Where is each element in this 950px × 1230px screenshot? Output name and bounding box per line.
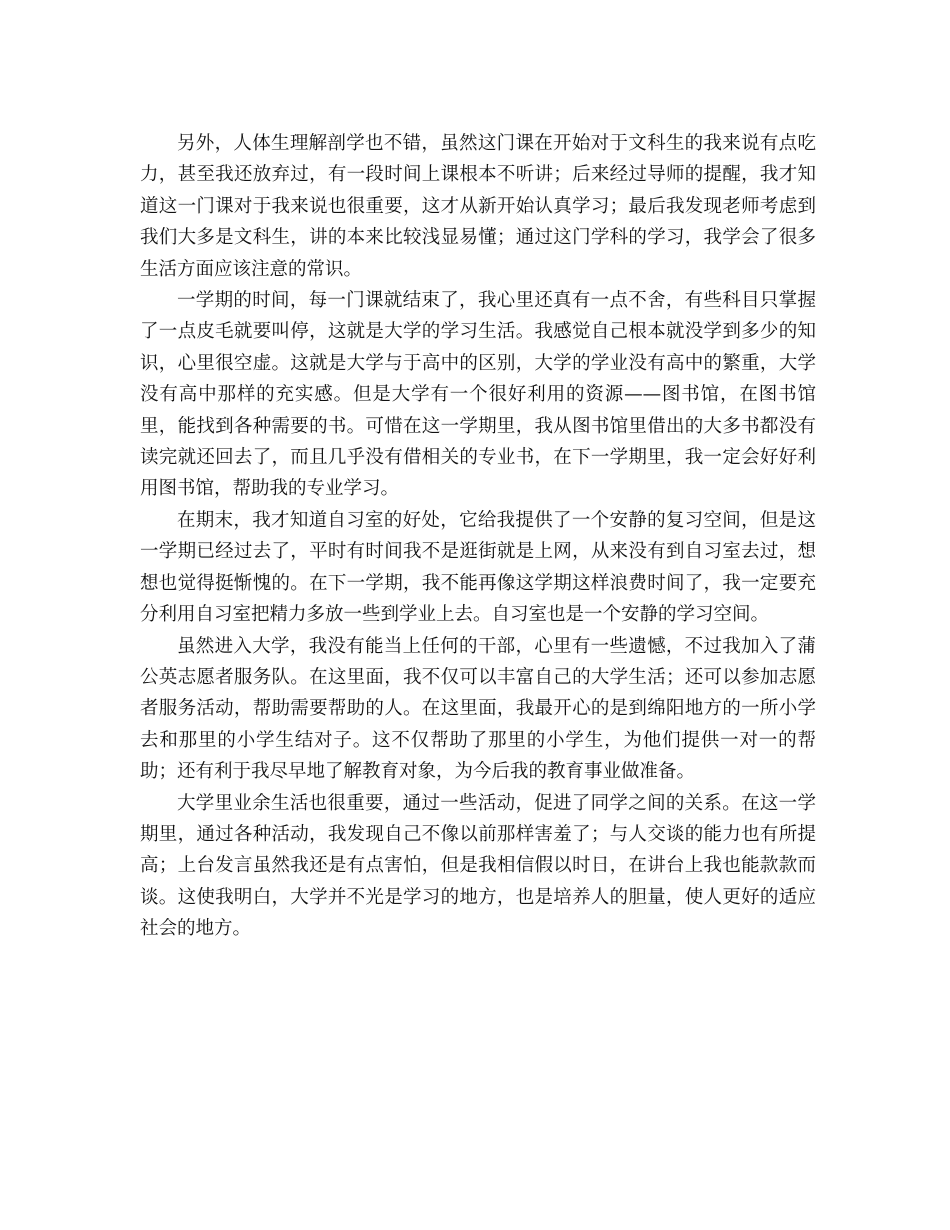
paragraph-anatomy: 另外，人体生理解剖学也不错，虽然这门课在开始对于文科生的我来说有点吃力，甚至我还放弃过，有一段时间上课根本不听讲；后来经过导师的提醒，我才知道这一门课对于我来说也很重要，这才从新开始认真学习；最后我发现老师考虑到我们大多是文科生，讲的本来比较浅显易懂；通过这门学科的学习，我学会了很多生活方面应该注意的常识。: [140, 133, 816, 280]
paragraph-extracurricular: 大学里业余生活也很重要，通过一些活动，促进了同学之间的关系。在这一学期里，通过各种活动，我发现自己不像以前那样害羞了；与人交谈的能力也有所提高；上台发言虽然我还是有点害怕，但是我相信假以时日，在讲台上我也能款款而谈。这使我明白，大学并不光是学习的地方，也是培养人的胆量，使人更好的适应社会的地方。: [140, 792, 816, 940]
paragraph-semester-library: 一学期的时间，每一门课就结束了，我心里还真有一点不舍，有些科目只掌握了一点皮毛就要叫停，这就是大学的学习生活。我感觉自己根本就没学到多少的知识，心里很空虚。这就是大学与于高中的区别，大学的学业没有高中的繁重，大学没有高中那样的充实感。但是大学有一个很好利用的资源——图书馆，在图书馆里，能找到各种需要的书。可惜在这一学期里，我从图书馆里借出的大多书都没有读完就还回去了，而且几乎没有借相关的专业书，在下一学期里，我一定会好好利用图书馆，帮助我的专业学习。: [140, 290, 816, 500]
paragraph-study-room: 在期末，我才知道自习室的好处，它给我提供了一个安静的复习空间，但是这一学期已经过去了，平时有时间我不是逛街就是上网，从来没有到自习室去过，想想也觉得挺惭愧的。在下一学期，我不能再像这学期这样浪费时间了，我一定要充分利用自习室把精力多放一些到学业上去。自习室也是一个安静的学习空间。: [140, 509, 816, 626]
paragraph-volunteer: 虽然进入大学，我没有能当上任何的干部，心里有一些遗憾，不过我加入了蒲公英志愿者服务队。在这里面，我不仅可以丰富自己的大学生活；还可以参加志愿者服务活动，帮助需要帮助的人。在这里面，我最开心的是到绵阳地方的一所小学去和那里的小学生结对子。这不仅帮助了那里的小学生，为他们提供一对一的帮助；还有利于我尽早地了解教育对象，为今后我的教育事业做准备。: [140, 635, 816, 783]
document-body: [140, 128, 816, 945]
